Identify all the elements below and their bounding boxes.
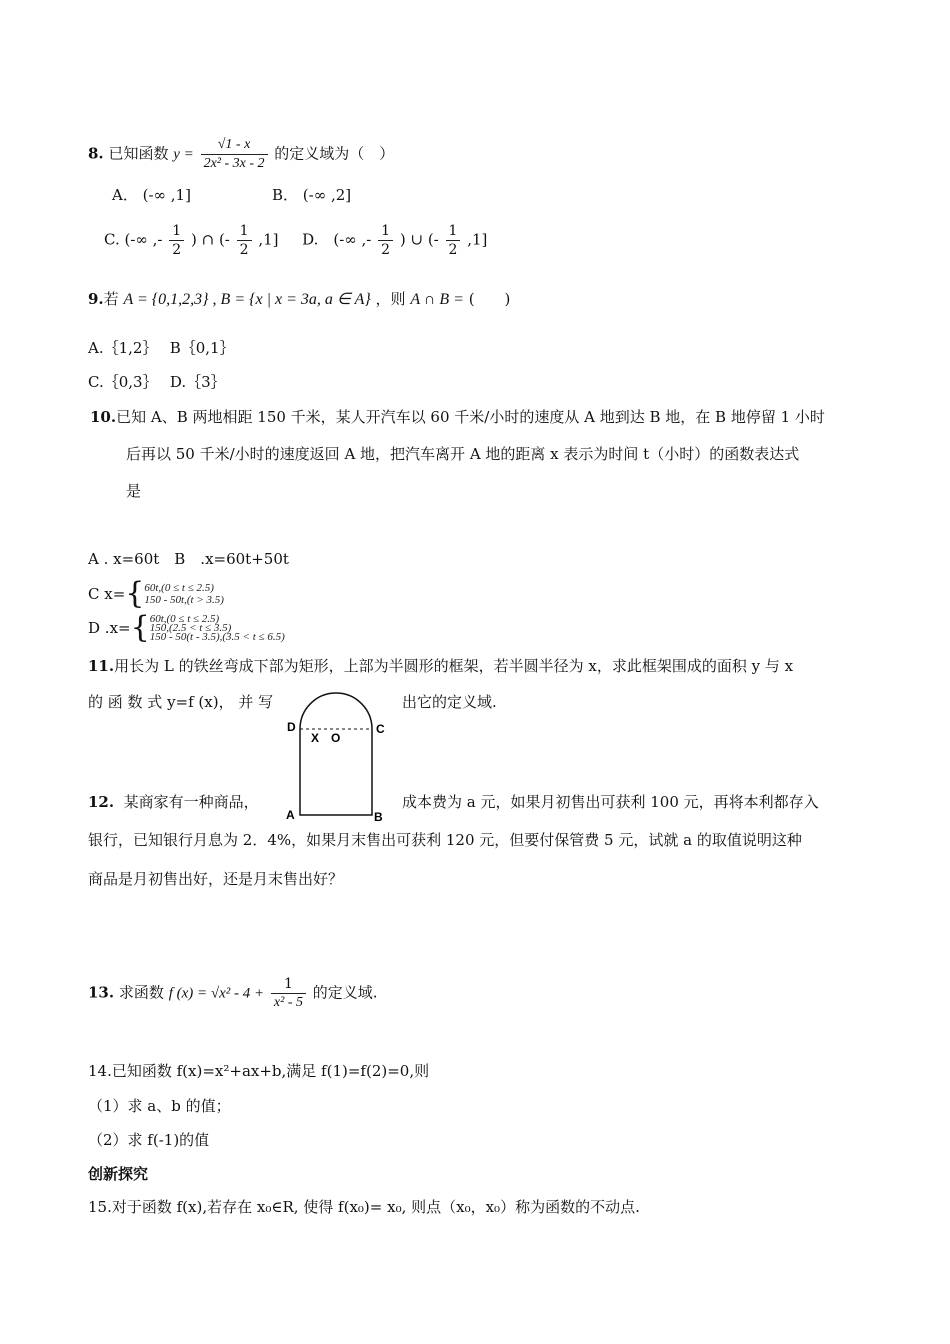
- case-row: 60t,(0 ≤ t ≤ 2.5): [149, 612, 220, 625]
- q8-fraction: [201, 136, 268, 173]
- q13-tail: 的定义域.: [312, 983, 378, 1002]
- label-o: O: [331, 731, 341, 745]
- q11-text1: 用长为 L 的铁丝弯成下部为矩形，上部为半圆形的框架，若半圆半径为 x，求此框架围成的面积 y 与 x: [114, 657, 794, 675]
- q9-option-ab: A.｛1,2｝ B｛0,1｝: [88, 339, 235, 357]
- q14-line3: （2）求 f(-1)的值: [88, 1131, 210, 1149]
- q10-text1: 已知 A、B 两地相距 150 千米，某人开汽车以 60 千米/小时的速度从 A 地到达 B 地，在 B 地停留 1 小时: [116, 408, 825, 426]
- q9-stem-line: [88, 289, 510, 310]
- q8-option-c-pre: C. (-∞ ,-: [104, 230, 163, 249]
- half-num: 1: [378, 222, 393, 241]
- q12-line3: 商品是月初售出好，还是月末售出好？: [88, 870, 344, 888]
- half-den: 2: [239, 242, 249, 258]
- q11-figure: [282, 685, 394, 825]
- q9-number: 9.: [88, 290, 104, 308]
- case-row: 150 - 50t,(t > 3.5): [144, 594, 224, 606]
- q8-option-d-mid: ) ∪ (-: [399, 230, 439, 249]
- q10-option-c: [88, 578, 224, 609]
- q15-line1: 15.对于函数 f(x),若存在 x₀∈R, 使得 f(x₀)= x₀, 则点（x₀，x₀）称为函数的不动点.: [88, 1198, 640, 1216]
- q10-option-c-cases: [144, 582, 224, 606]
- q8-stem: 已知函数: [108, 144, 169, 163]
- q14-line2: （1）求 a、b 的值；: [88, 1097, 231, 1115]
- q8-option-d-frac2: [446, 222, 461, 259]
- label-b: B: [374, 810, 383, 824]
- q8-option-d-post: ,1]: [467, 230, 488, 249]
- q12-text1a: 某商家有一种商品，: [123, 793, 259, 811]
- label-d: D: [287, 720, 296, 734]
- q10-option-c-label: C x=: [88, 585, 126, 603]
- q9-stem: 若: [103, 290, 119, 308]
- q8-denominator: 2x² - 3x - 2: [203, 156, 265, 171]
- q13-denominator: x² - 5: [273, 995, 303, 1010]
- case-row: 150 - 50(t - 3.5),(3.5 < t ≤ 6.5): [149, 630, 285, 643]
- q13-line: [88, 975, 378, 1012]
- q9-then: ，则: [375, 290, 406, 308]
- q8-option-d-frac1: [378, 222, 393, 259]
- q11-line2b: 出它的定义域.: [402, 693, 497, 711]
- q8-option-c-mid: ) ∩ (-: [190, 230, 230, 249]
- q12-number: 12.: [88, 793, 115, 811]
- half-den: 2: [381, 242, 391, 258]
- brace-icon: {: [125, 576, 145, 611]
- frame-outline: [300, 693, 372, 815]
- q10-line1: [90, 407, 825, 427]
- q8-stem-line: [88, 136, 394, 173]
- q10-line3: 是: [126, 482, 142, 500]
- half-den: 2: [448, 242, 458, 258]
- q9-paren: ( ): [468, 290, 511, 308]
- half-num: 1: [237, 222, 252, 241]
- q14-line1: 14.已知函数 f(x)=x²+ax+b,满足 f(1)=f(2)=0,则: [88, 1062, 430, 1080]
- half-den: 2: [172, 242, 182, 258]
- q11-line1: [88, 656, 793, 676]
- q8-option-c-post: ,1]: [258, 230, 279, 249]
- q8-option-b: B． (-∞ ,2]: [272, 186, 352, 204]
- q10-line2: 后再以 50 千米/小时的速度返回 A 地，把汽车离开 A 地的距离 x 表示为时间 t（小时）的函数表达式: [126, 445, 800, 463]
- q8-y-eq: y =: [173, 146, 194, 163]
- section-heading: 创新探究: [88, 1165, 149, 1183]
- q9-intersection: A ∩ B =: [410, 291, 464, 308]
- q8-option-a: A． (-∞ ,1]: [112, 186, 191, 204]
- q13-fraction: [271, 975, 306, 1012]
- q10-option-d-label: D .x=: [88, 619, 131, 637]
- q8-tail: 的定义域为（ ）: [274, 144, 395, 163]
- q8-option-c-frac2: [237, 222, 252, 259]
- q10-number: 10.: [90, 408, 117, 426]
- label-c: C: [376, 722, 385, 736]
- q11-number: 11.: [88, 657, 115, 675]
- q12-line2: 银行，已知银行月息为 2．4%，如果月末售出可获利 120 元，但要付保管费 5 元，试就 a 的取值说明这种: [88, 831, 802, 849]
- q9-sets: A = {0,1,2,3} , B = {x | x = 3a, a ∈ A}: [123, 291, 371, 308]
- q9-option-cd: C.｛0,3｝ D.｛3｝: [88, 373, 226, 391]
- case-row: 150,(2.5 < t ≤ 3.5): [149, 621, 232, 634]
- q10-option-d: [88, 612, 285, 643]
- q10-option-d-cases: [149, 612, 285, 643]
- q12-line1a: [88, 792, 259, 812]
- q8-option-d-pre: D. (-∞ ,-: [302, 230, 372, 249]
- q12-line1b: 成本费为 a 元，如果月初售出可获利 100 元，再将本利都存入: [402, 793, 819, 811]
- q13-function: f (x) = √x² - 4 +: [168, 985, 265, 1002]
- q13-numerator: 1: [271, 975, 306, 994]
- q8-number: 8.: [88, 144, 104, 163]
- q13-number: 13.: [88, 983, 115, 1002]
- label-a: A: [286, 808, 295, 822]
- q8-numerator: √1 - x: [201, 136, 268, 155]
- q13-stem: 求函数: [118, 983, 164, 1002]
- q11-line2a: 的 函 数 式 y=f (x)， 并 写: [88, 693, 274, 711]
- q8-options-cd: [104, 222, 487, 259]
- brace-icon: {: [130, 610, 150, 645]
- half-num: 1: [446, 222, 461, 241]
- q8-option-c-frac1: [169, 222, 184, 259]
- half-num: 1: [169, 222, 184, 241]
- q10-option-ab: A . x=60t B .x=60t+50t: [88, 550, 289, 568]
- case-row: 60t,(0 ≤ t ≤ 2.5): [144, 582, 214, 594]
- label-x: X: [311, 731, 320, 745]
